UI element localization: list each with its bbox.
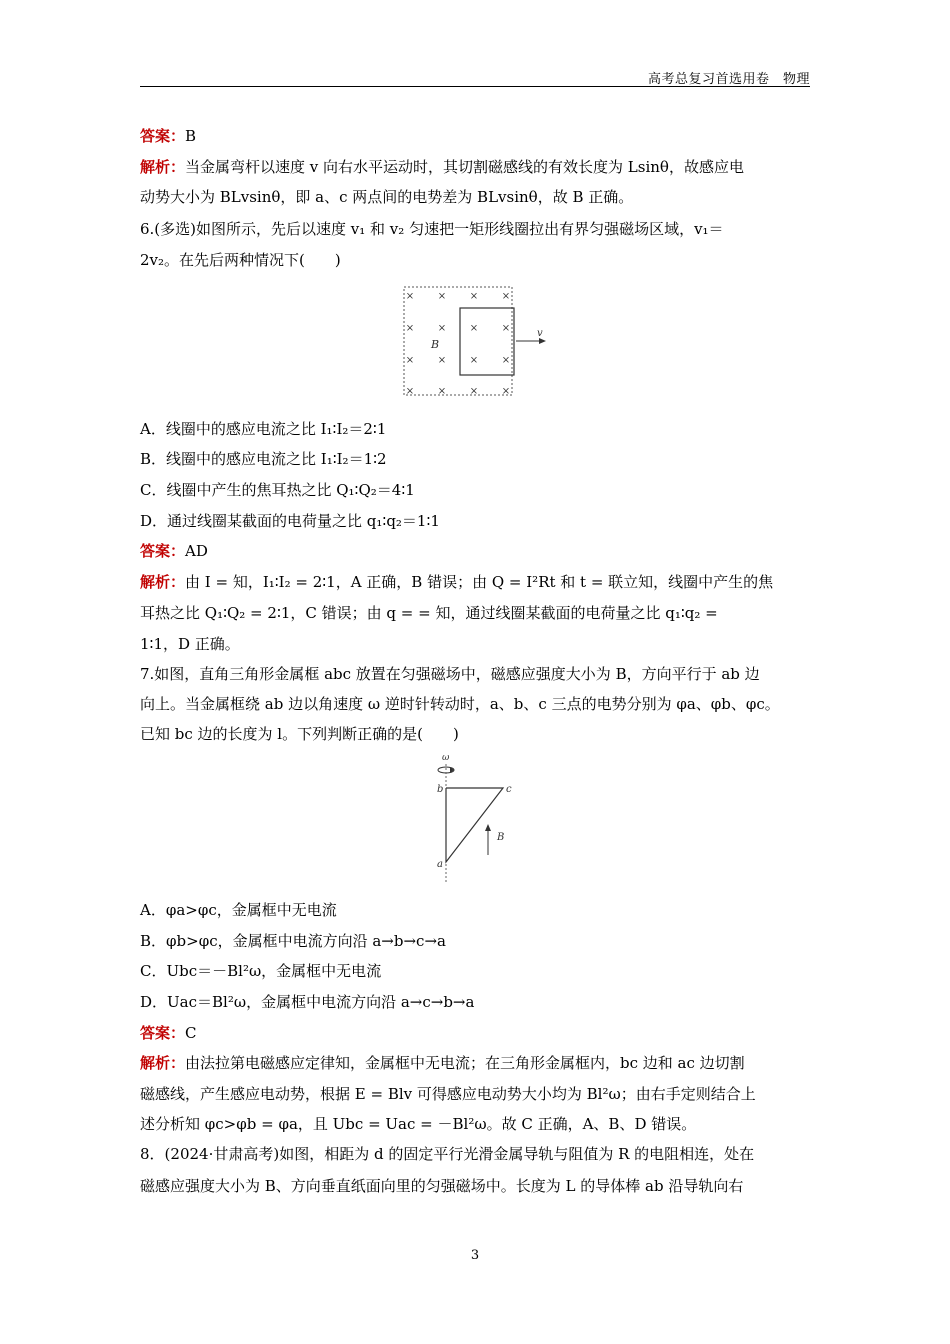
q6-option-b: B．线圈中的感应电流之比 I₁∶I₂＝1∶2 bbox=[140, 450, 387, 468]
answer-value: B bbox=[185, 127, 197, 145]
q6-stem-line2: 2v₂。在先后两种情况下( ) bbox=[140, 251, 341, 269]
q8-stem-line2: 磁感应强度大小为 B、方向垂直纸面向里的匀强磁场中。长度为 L 的导体棒 ab 沿导轨向右 bbox=[140, 1177, 744, 1195]
cross: × bbox=[469, 323, 479, 334]
q6-answer bbox=[140, 541, 812, 561]
q6-analysis-line2: 耳热之比 Q₁∶Q₂ = 2∶1，C 错误；由 q = = 知，通过线圈某截面的电荷量之比 q₁∶q₂ = bbox=[140, 604, 718, 622]
answer-label: 答案： bbox=[140, 1024, 186, 1042]
q6-analysis-line3: 1∶1，D 正确。 bbox=[140, 635, 240, 653]
cross: × bbox=[405, 386, 415, 397]
q7-stem-line2: 向上。当金属框绕 ab 边以角速度 ω 逆时针转动时，a、b、c 三点的电势分别为 φa、φb、φc。 bbox=[140, 695, 780, 713]
omega-label: ω bbox=[442, 753, 450, 763]
q7-option-c: C．Ubc＝－Bl²ω，金属框中无电流 bbox=[140, 962, 382, 980]
q6-option-a: A．线圈中的感应电流之比 I₁∶I₂＝2∶1 bbox=[140, 420, 387, 438]
analysis-text: 当金属弯杆以速度 v 向右水平运动时，其切割磁感线的有效长度为 Lsinθ，故感应电 bbox=[185, 158, 744, 176]
analysis-text: 由法拉第电磁感应定律知，金属框中无电流；在三角形金属框内，bc 边和 ac 边切割 bbox=[185, 1054, 745, 1072]
cross: × bbox=[501, 291, 511, 302]
field-arrowhead bbox=[485, 824, 491, 831]
q7-option-a: A．φa>φc，金属框中无电流 bbox=[140, 901, 337, 919]
cross: × bbox=[437, 323, 447, 334]
q7-analysis-line1 bbox=[140, 1053, 812, 1073]
q5-answer bbox=[140, 126, 812, 146]
cross: × bbox=[405, 323, 415, 334]
q7-analysis-line3: 述分析知 φc>φb = φa，且 Ubc = Uac = －Bl²ω。故 C 正确，A、B、D 错误。 bbox=[140, 1115, 697, 1133]
q5-analysis-line1 bbox=[140, 157, 812, 177]
cross: × bbox=[437, 355, 447, 366]
q5-analysis-line2: 动势大小为 BLvsinθ，即 a、c 两点间的电势差为 BLvsinθ，故 B 正确。 bbox=[140, 188, 634, 206]
point-a: a bbox=[437, 859, 443, 870]
q7-analysis-line2: 磁感线，产生感应电动势，根据 E = Blv 可得感应电动势大小均为 Bl²ω；由右手定则结合上 bbox=[140, 1085, 756, 1103]
point-b: b bbox=[437, 784, 444, 795]
q7-answer bbox=[140, 1023, 812, 1043]
q7-stem-line3: 已知 bc 边的长度为 l。下列判断正确的是( ) bbox=[140, 725, 459, 743]
q6-figure bbox=[400, 285, 550, 400]
q6-option-c: C．线圈中产生的焦耳热之比 Q₁∶Q₂＝4∶1 bbox=[140, 481, 415, 499]
cross: × bbox=[501, 355, 511, 366]
cross: × bbox=[469, 291, 479, 302]
q7-figure bbox=[425, 752, 525, 887]
header-title: 高考总复习首选用卷 物理 bbox=[647, 72, 810, 87]
q7-stem-line1: 7.如图，直角三角形金属框 abc 放置在匀强磁场中，磁感应强度大小为 B，方向平行于 ab 边 bbox=[140, 665, 760, 683]
q7-option-d: D．Uac＝Bl²ω，金属框中电流方向沿 a→c→b→a bbox=[140, 993, 475, 1011]
page-number: 3 bbox=[470, 1248, 480, 1263]
answer-label: 答案： bbox=[140, 127, 186, 145]
cross: × bbox=[405, 291, 415, 302]
analysis-text: 由 I = 知，I₁∶I₂ = 2∶1，A 正确，B 错误；由 Q = I²Rt 和 t = 联立知，线圈中产生的焦 bbox=[185, 573, 774, 591]
coil bbox=[460, 308, 514, 375]
answer-value: AD bbox=[185, 542, 208, 560]
q6-option-d: D．通过线圈某截面的电荷量之比 q₁∶q₂＝1∶1 bbox=[140, 512, 440, 530]
q7-option-b: B．φb>φc，金属框中电流方向沿 a→b→c→a bbox=[140, 932, 446, 950]
cross: × bbox=[501, 323, 511, 334]
page-header bbox=[140, 68, 810, 87]
cross: × bbox=[405, 355, 415, 366]
point-c: c bbox=[506, 784, 512, 795]
field-label: B bbox=[431, 338, 440, 351]
q8-stem-line1: 8．(2024·甘肃高考)如图，相距为 d 的固定平行光滑金属导轨与阻值为 R 的电阻相连，处在 bbox=[140, 1145, 755, 1163]
analysis-label: 解析： bbox=[140, 1054, 186, 1072]
cross: × bbox=[469, 355, 479, 366]
q6-stem-line1: 6.(多选)如图所示，先后以速度 v₁ 和 v₂ 匀速把一矩形线圈拉出有界匀强磁场区域，v₁＝ bbox=[140, 220, 724, 238]
answer-label: 答案： bbox=[140, 542, 186, 560]
field-label: B bbox=[497, 832, 505, 843]
q6-analysis-line1 bbox=[140, 572, 812, 592]
cross: × bbox=[469, 386, 479, 397]
cross: × bbox=[437, 386, 447, 397]
velocity-label: v bbox=[537, 328, 543, 339]
analysis-label: 解析： bbox=[140, 573, 186, 591]
triangle-frame bbox=[446, 788, 503, 862]
cross: × bbox=[501, 386, 511, 397]
answer-value: C bbox=[185, 1024, 197, 1042]
analysis-label: 解析： bbox=[140, 158, 186, 176]
cross: × bbox=[437, 291, 447, 302]
